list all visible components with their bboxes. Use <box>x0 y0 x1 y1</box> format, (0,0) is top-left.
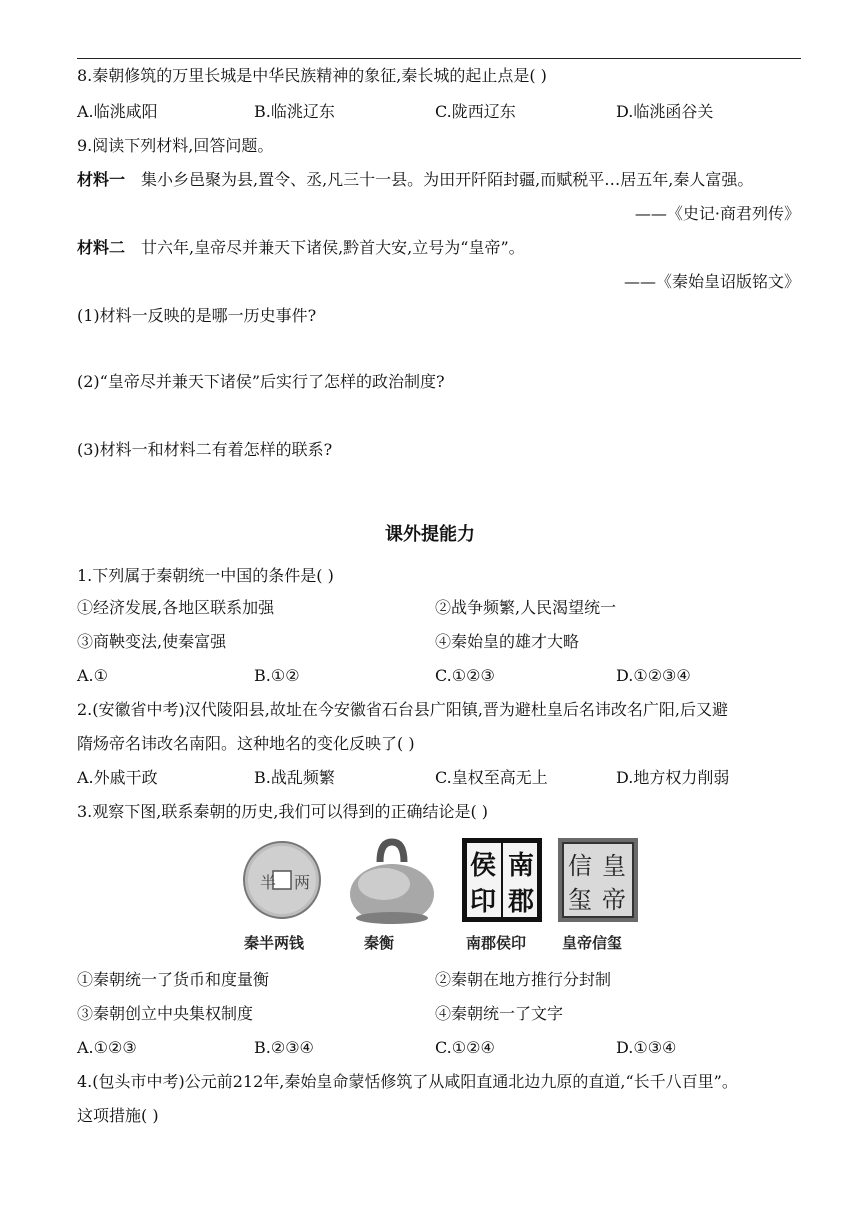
top-rule <box>77 58 801 59</box>
e2-option-a: A.外戚干政 <box>77 768 158 787</box>
section-title: 课外提能力 <box>385 524 475 545</box>
q8-option-c: C.陇西辽东 <box>435 102 516 121</box>
e1-item-2: ②战争频繁,人民渴望统一 <box>435 598 617 617</box>
seal1-char-3: 侯 <box>470 851 497 881</box>
e1-item-4: ④秦始皇的雄才大略 <box>435 632 580 651</box>
material-2-label: 材料二 <box>77 238 126 257</box>
e1-option-c: C.①②③ <box>435 666 495 685</box>
e2-stem-line-1: 2.(安徽省中考)汉代陵阳县,故址在今安徽省石台县广阳镇,晋为避杜皇后名讳改名广阳,后又避 <box>77 700 729 719</box>
q8-stem: 8.秦朝修筑的万里长城是中华民族精神的象征,秦长城的起止点是( ) <box>77 66 547 85</box>
coin-char-liang: 两 <box>294 873 311 892</box>
q8-option-b: B.临洮辽东 <box>254 102 335 121</box>
q8-option-a: A.临洮咸阳 <box>77 102 158 121</box>
seal1-char-2: 郡 <box>508 887 535 917</box>
material-1-text: 集小乡邑聚为县,置令、丞,凡三十一县。为田开阡陌封疆,而赋税平…居五年,秦人富强。 <box>141 170 754 189</box>
q9-sub-3: (3)材料一和材料二有着怎样的联系? <box>77 440 333 459</box>
material-2-source: ——《秦始皇诏版铭文》 <box>623 272 800 291</box>
material-2-text: 廿六年,皇帝尽并兼天下诸侯,黔首大安,立号为“皇帝”。 <box>141 238 525 257</box>
e1-item-1: ①经济发展,各地区联系加强 <box>77 598 275 617</box>
q9-material-1 <box>77 170 753 190</box>
seal1-char-4: 印 <box>470 887 497 917</box>
e1-item-3: ③商鞅变法,使秦富强 <box>77 632 227 651</box>
q9-material-2 <box>77 238 525 258</box>
e2-option-c: C.皇权至高无上 <box>435 768 548 787</box>
e2-stem-line-2: 隋炀帝名讳改名南阳。这种地名的变化反映了( ) <box>77 734 415 753</box>
coin-char-ban: 半 <box>260 873 277 892</box>
q9-sub-1: (1)材料一反映的是哪一历史事件? <box>77 306 317 325</box>
seal2-char-4: 玺 <box>568 886 592 914</box>
e3-item-4: ④秦朝统一了文字 <box>435 1004 564 1023</box>
caption-seal-1: 南郡侯印 <box>466 934 527 952</box>
e3-option-c: C.①②④ <box>435 1038 495 1057</box>
huangdi-xinxi-seal-image <box>556 836 640 924</box>
e1-option-a: A.① <box>77 666 108 685</box>
e4-stem-line-1: 4.(包头市中考)公元前212年,秦始皇命蒙恬修筑了从咸阳直通北边九原的直道,“长千八百里”。 <box>77 1072 738 1091</box>
e2-option-d: D.地方权力削弱 <box>616 768 730 787</box>
e4-stem-line-2: 这项措施( ) <box>77 1106 159 1125</box>
seal2-char-2: 帝 <box>602 886 626 914</box>
caption-coin: 秦半两钱 <box>244 934 305 952</box>
q8-option-d: D.临洮函谷关 <box>616 102 714 121</box>
qin-banliang-coin-image <box>240 834 324 926</box>
q9-sub-2: (2)“皇帝尽并兼天下诸侯”后实行了怎样的政治制度? <box>77 372 445 391</box>
caption-weight: 秦衡 <box>364 934 395 952</box>
qin-artifacts-figure <box>236 832 646 957</box>
e2-option-b: B.战乱频繁 <box>254 768 335 787</box>
caption-seal-2: 皇帝信玺 <box>562 934 623 952</box>
e3-option-d: D.①③④ <box>616 1038 677 1057</box>
e3-stem: 3.观察下图,联系秦朝的历史,我们可以得到的正确结论是( ) <box>77 802 489 821</box>
e1-option-d: D.①②③④ <box>616 666 691 685</box>
material-1-source: ——《史记·商君列传》 <box>634 204 800 223</box>
qin-weight-image <box>346 836 438 928</box>
material-1-label: 材料一 <box>77 170 126 189</box>
seal2-char-3: 信 <box>568 852 592 880</box>
q9-stem: 9.阅读下列材料,回答问题。 <box>77 136 274 155</box>
nanjun-hou-seal-image <box>460 836 544 924</box>
e1-stem: 1.下列属于秦朝统一中国的条件是( ) <box>77 566 334 585</box>
e1-option-b: B.①② <box>254 666 300 685</box>
e3-option-b: B.②③④ <box>254 1038 314 1057</box>
e3-option-a: A.①②③ <box>77 1038 137 1057</box>
e3-item-3: ③秦朝创立中央集权制度 <box>77 1004 254 1023</box>
seal2-char-1: 皇 <box>602 852 626 880</box>
e3-item-2: ②秦朝在地方推行分封制 <box>435 970 612 989</box>
e3-item-1: ①秦朝统一了货币和度量衡 <box>77 970 270 989</box>
seal1-char-1: 南 <box>508 851 535 881</box>
